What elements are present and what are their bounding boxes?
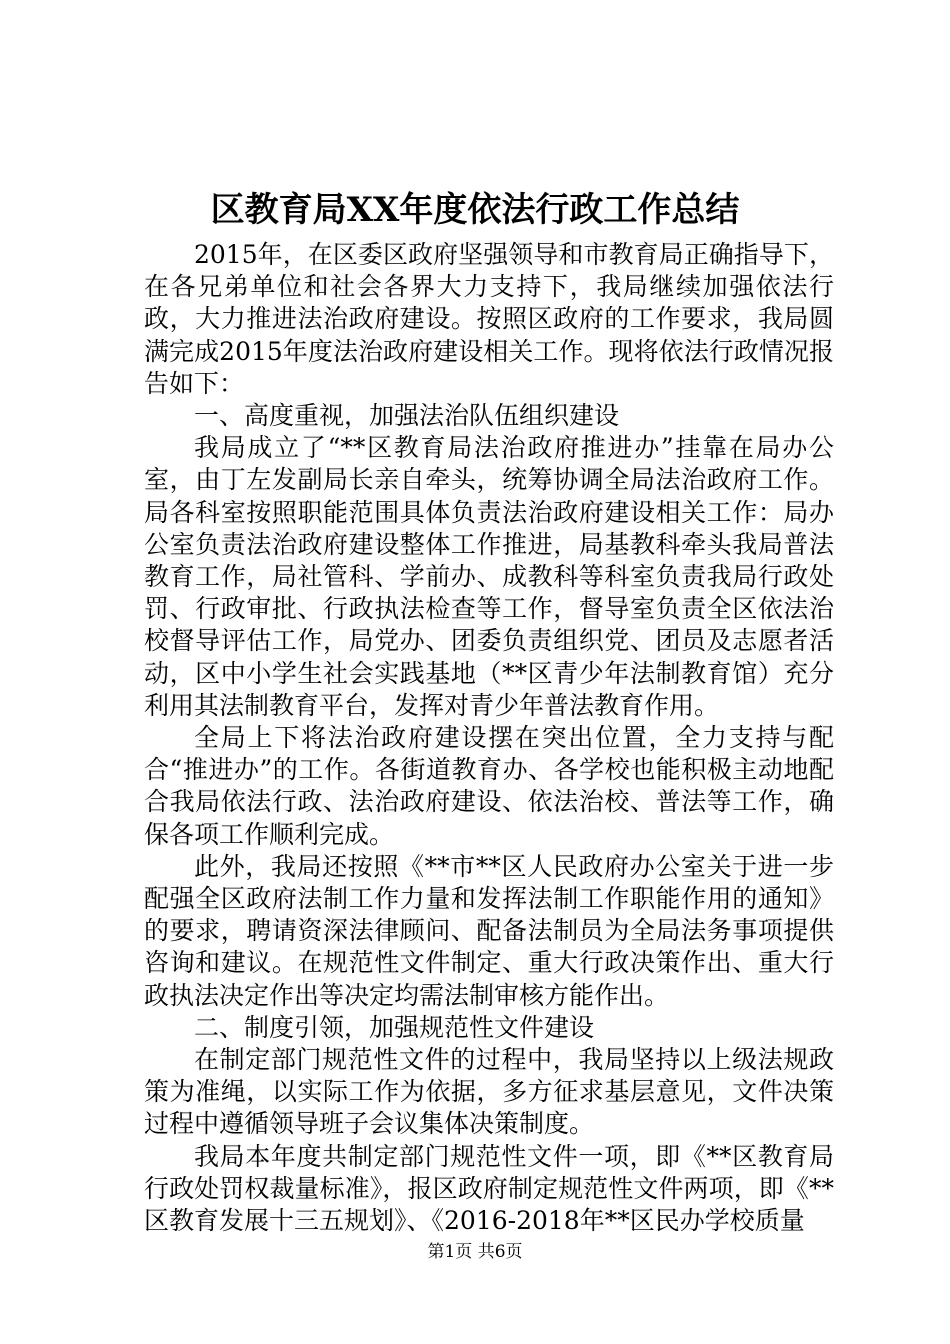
page-number-footer: 第1页 共6页 [427,1242,523,1262]
paragraph-organization: 我局成立了“**区教育局法治政府推进办”挂靠在局办公室，由丁左发副局长亲自牵头，统筹协调全局法治政府工作。局各科室按照职能范围具体负责法治政府建设相关工作：局办公室负责法治政府建设整体工作推进，局基教科牵头我局普法教育工作，局社管科、学前办、成教科等科室负责我局行政处罚、行政审批、行政执法检查等工作，督导室负责全区依法治校督导评估工作，局党办、团委负责组织党、团员及志愿者活动，区中小学生社会实践基地（**区青少年法制教育馆）充分利用其法制教育平台，发挥对青少年普法教育作用。 [144,433,834,720]
paragraph-legal-advisor: 此外，我局还按照《**市**区人民政府办公室关于进一步配强全区政府法制工作力量和发挥法制工作职能作用的通知》的要求，聘请资深法律顾问、配备法制员为全局法务事项提供咨询和建议。在规范性文件制定、重大行政决策作出、重大行政执法决定作出等决定均需法制审核方能作出。 [144,851,834,1010]
paragraph-cooperation: 全局上下将法治政府建设摆在突出位置，全力支持与配合“推进办”的工作。各街道教育办、各学校也能积极主动地配合我局依法行政、法治政府建设、依法治校、普法等工作，确保各项工作顺利完成。 [144,723,834,849]
section-heading-2: 二、制度引领，加强规范性文件建设 [194,1012,595,1042]
paragraph-normative-files: 在制定部门规范性文件的过程中，我局坚持以上级法规政策为准绳，以实际工作为依据，多方征求基层意见，文件决策过程中遵循领导班子会议集体决策制度。 [144,1045,834,1139]
paragraph-annual-files: 我局本年度共制定部门规范性文件一项，即《**区教育局行政处罚权裁量标准》，报区政府制定规范性文件两项，即《**区教育发展十三五规划》、《2016-2018年**区民办学校质量 [144,1141,834,1236]
section-heading-1: 一、高度重视，加强法治队伍组织建设 [194,401,620,431]
document-title: 区教育局XX年度依法行政工作总结 [210,190,740,230]
paragraph-intro: 2015年，在区委区政府坚强领导和市教育局正确指导下，在各兄弟单位和社会各界大力支持下，我局继续加强依法行政，大力推进法治政府建设。按照区政府的工作要求，我局圆满完成2015年度法治政府建设相关工作。现将依法行政情况报告如下： [144,240,834,398]
document-body [144,239,834,1237]
